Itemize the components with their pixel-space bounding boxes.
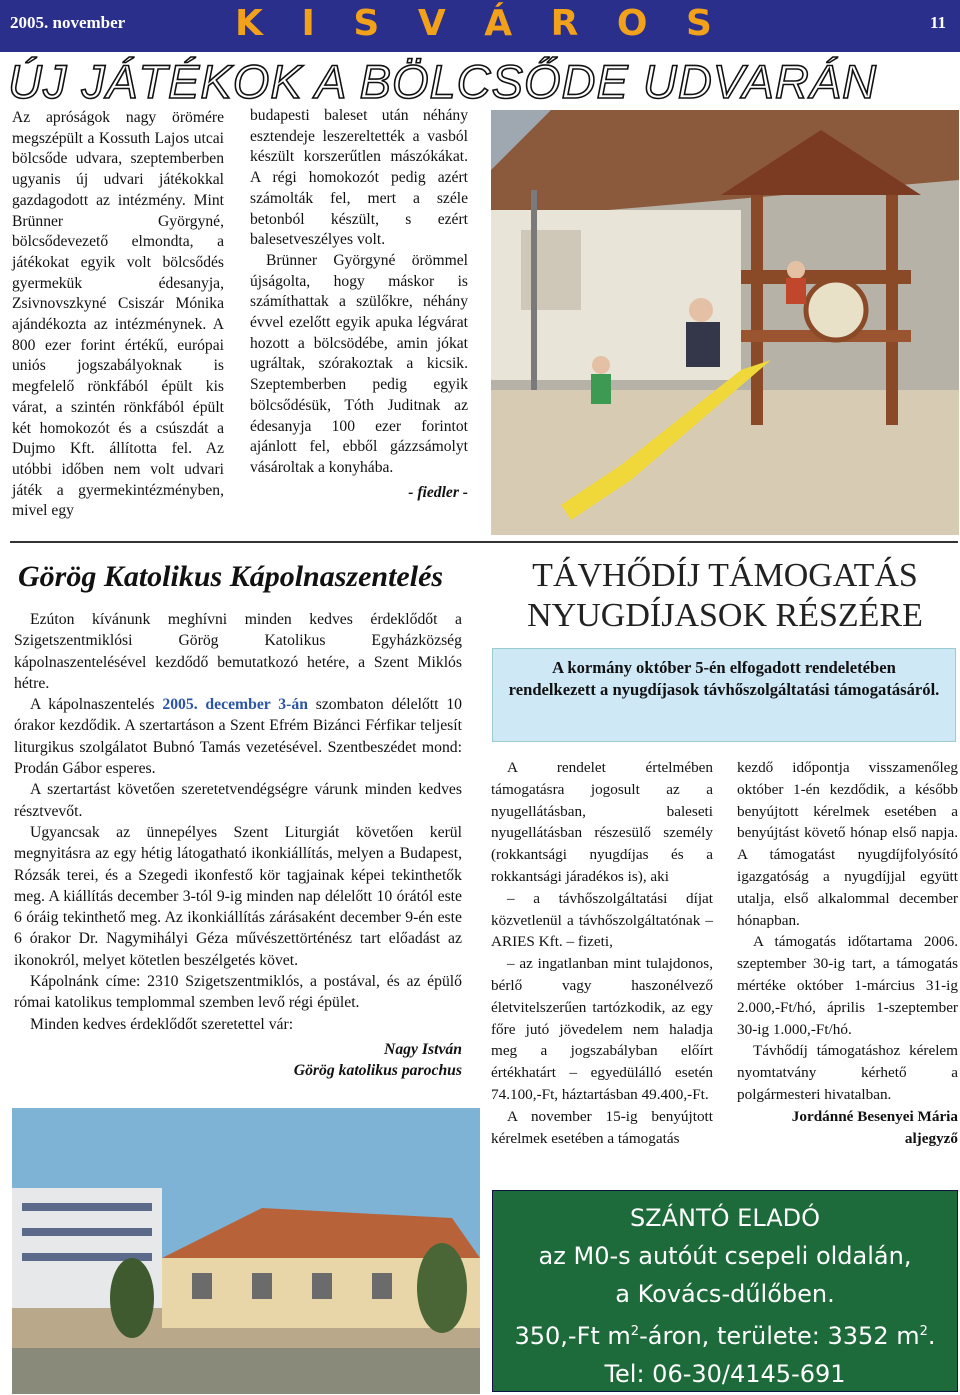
publication-title: K I S V Á R O S bbox=[235, 3, 725, 44]
church-paragraph: Kápolnánk címe: 2310 Szigetszentmiklós, a postával, és az épülő római katolikus templommal szemben levő régi épület. bbox=[14, 973, 462, 1012]
heating-paragraph: – a távhőszolgáltatási díjat közvetlenül a távhőszolgáltatónak – ARIES Kft. – fizeti, bbox=[491, 889, 713, 951]
heating-paragraph: Távhődíj támogatáshoz kérelem nyomtatvány kérhető a polgármesteri hivatalban. bbox=[737, 1042, 958, 1103]
ad-location-detail: a Kovács-dűlőben. bbox=[615, 1280, 835, 1308]
article-column-1 bbox=[12, 108, 224, 522]
land-sale-ad bbox=[492, 1190, 958, 1392]
church-paragraph: Ezúton kívánunk meghívni minden kedves érdeklődőt a Szigetszentmiklósi Görög Katolikus Egyházközség kápolnaszentelésével kezdődő bemutatkozó hetére, a Szent Miklós hétre. bbox=[14, 611, 462, 692]
church-paragraph: Ugyancsak az ünnepélyes Szent Liturgiát követően kerül megnyitásra az egy hétig látogatható ikonkiállítás, melyen a Budapest, Rózsák terei, és a Szegedi ikonfestő kör tagjainak képei tekinthetők meg. A kiállítás december 3-tól 9-ig minden nap délelőtt 10 órától este 6 óráig tekinthető meg. Az ikonkiállítás zárásaként december 9-én este 6 órakor Dr. Nagymihályi Géza művészettörténész tart előadást az ikonokról, melyet kötetlen beszélgetés követ. bbox=[14, 823, 462, 969]
heating-lead: A kormány október 5-én elfogadott rendeletében rendelkezett a nyugdíjasok távhőszolgáltatási támogatásáról. bbox=[508, 658, 940, 699]
ad-location: az M0-s autóút csepeli oldalán, bbox=[538, 1242, 912, 1270]
issue-date: 2005. november bbox=[10, 13, 126, 32]
church-paragraph: A szertartást követően szeretetvendégségre várunk minden kedves résztvevőt. bbox=[14, 781, 462, 820]
article-paragraph: Az apróságok nagy örömére megszépült a Kossuth Lajos utcai bölcsőde udvara, szeptemberben ugyanis új udvari játékokkal gazdagodott az intézmény. Mint Brünner Györgyné, bölcsődevezető elmondta, a játékokat egyik volt bölcsődés gyermekük édesanyja, Zsivnovszkyné Csiszár Mónika ajándékozta az intézménynek. A 800 ezer forint értékű, európai uniós jogszabályoknak is megfelelő rönkfából épült kis várat, a szintén rönkfából épült két homokozót és a csúszdát a Dujmo Kft. állította fel. Az utóbbi időben nem volt udvari játék a gyermekintézményben, mivel egy bbox=[12, 109, 224, 520]
event-date-highlight: 2005. december 3-án bbox=[162, 696, 308, 714]
heating-lead-box bbox=[492, 648, 956, 742]
church-building-photo bbox=[12, 1108, 480, 1394]
heating-section-title: TÁVHŐDÍJ TÁMOGATÁS NYUGDÍJASOK RÉSZÉRE bbox=[527, 557, 923, 634]
church-signature-title: Görög katolikus parochus bbox=[293, 1062, 462, 1080]
article-column-2 bbox=[250, 106, 468, 503]
church-section-body bbox=[14, 609, 462, 1082]
article-headline: ÚJ JÁTÉKOK A BÖLCSŐDE UDVARÁN bbox=[8, 55, 878, 108]
heating-paragraph: A rendelet értelmében támogatásra jogosult az a nyugellátásban, baleseti nyugellátásban részesülő személy (rokkantsági nyugdíjas és a rokkantsági járadékos is), aki bbox=[491, 759, 713, 885]
church-section-title: Görög Katolikus Kápolnaszentelés bbox=[18, 560, 444, 593]
heating-column-1 bbox=[491, 757, 713, 1149]
ad-price: 350,-Ft $m^2$-áron, területe: 3352 $m^2$. bbox=[514, 1322, 936, 1350]
article-author: - fiedler - bbox=[408, 483, 468, 501]
heating-paragraph: A november 15-ig benyújtott kérelmek esetében a támogatás bbox=[491, 1107, 713, 1147]
page-number: 11 bbox=[929, 13, 946, 32]
playground-photo bbox=[491, 110, 959, 535]
article-paragraph: budapesti baleset után néhány esztendeje leszereltették a vasból készült korszerűtlen mászókákat. A régi homokozót pedig azért számolták fel, mert a széle betonból készült, s ezért balesetveszélyes volt. bbox=[250, 107, 468, 249]
section-divider bbox=[10, 541, 958, 543]
heating-paragraph: A támogatás időtartama 2006. szeptember 30-ig tart, a támogatás mértéke október 1-március 31-ig 2.000,-Ft/hó, április 1-szeptember 30-ig 1.000,-Ft/hó. bbox=[737, 933, 958, 1038]
header-bar bbox=[0, 0, 960, 52]
heating-signature-name: Jordánné Besenyei Mária bbox=[791, 1107, 958, 1125]
heating-column-2 bbox=[737, 757, 958, 1149]
heating-signature-title: aljegyző bbox=[904, 1129, 958, 1147]
ad-headline: SZÁNTÓ ELADÓ bbox=[629, 1204, 821, 1232]
article-paragraph: Brünner Györgyné örömmel újságolta, hogy máskor is számíthattak a szülőkre, néhány évvel ezelőtt egyik apuka légvárat hozott a bölcsödébe, amin jókat ugráltak, szórakoztak a kicsik. Szeptemberben pedig egyik bölcsődésük, Tóth Juditnak az édesanyja 100 ezer forintot ajánlott fel, ebből gázzsámolyt vásároltak a konyhába. bbox=[250, 251, 468, 476]
ad-phone: Tel: 06-30/4145-691 bbox=[604, 1360, 846, 1388]
heating-paragraph: – az ingatlanban mint tulajdonos, bérlő vagy haszonélvező életvitelszerűen tartózkodik, az egy főre jutó jövedelem nem haladja meg a jogszabályban előírt értékhatárt – egyedülálló esetén 74.100,-Ft, háztartásban 49.400,-Ft. bbox=[491, 955, 713, 1103]
heating-paragraph: kezdő időpontja visszamenőleg október 1-én kezdődik, a később benyújtott kérelmek esetében a benyújtást követő hónap első napja. A támogatást nyugdíjfolyósító igazgatóság a nyugdíjjal együtt utalja, első alkalommal december hónapban. bbox=[737, 759, 958, 929]
church-signature-name: Nagy István bbox=[383, 1040, 462, 1058]
church-paragraph: A kápolnaszentelés 2005. december 3-án szombaton délelőtt 10 órakor kezdődik. A szertartáson a Szent Efrém Bizánci Férfikar teljesít liturgikus szolgálatot Bubnó Tamás vezetésével. Szentbeszédet mond: Prodán Gábor esperes. bbox=[14, 696, 463, 778]
church-paragraph: Minden kedves érdeklődőt szeretettel vár: bbox=[30, 1015, 294, 1033]
